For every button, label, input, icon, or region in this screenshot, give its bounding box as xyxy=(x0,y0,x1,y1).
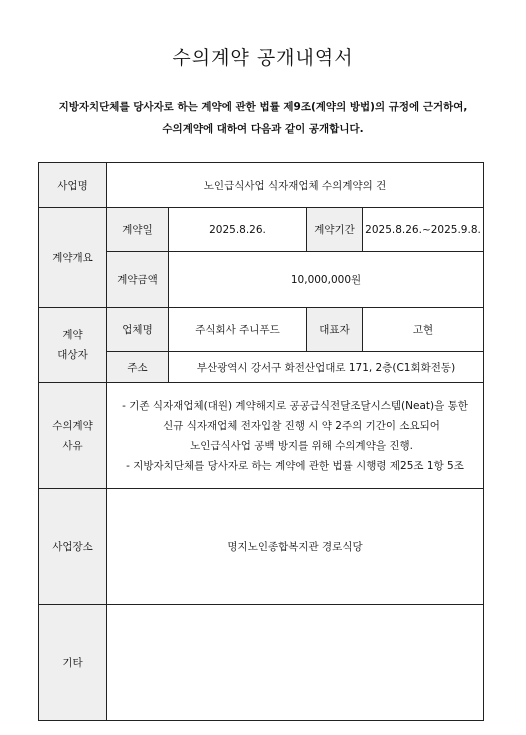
contract-amount-value: 10,000,000원 xyxy=(169,252,484,308)
representative-label: 대표자 xyxy=(307,308,363,352)
row-project-name xyxy=(39,163,484,208)
representative-value: 고현 xyxy=(363,308,484,352)
reason-label-line-1: 수의계약 xyxy=(52,419,93,432)
row-contract-date xyxy=(39,208,484,252)
row-reason xyxy=(39,383,484,489)
reason-line: - 지방자치단체를 당사자로 하는 계약에 관한 법률 시행령 제25조 1항 5조 xyxy=(126,459,464,472)
contract-period-value: 2025.8.26.~2025.9.8. xyxy=(363,208,484,252)
document-title: 수의계약 공개내역서 xyxy=(172,47,354,69)
intro-line-1: 지방자치단체를 당사자로 하는 계약에 관한 법률 제9조(계약의 방법)의 규정에 근거하여, xyxy=(58,101,468,113)
location-label: 사업장소 xyxy=(39,489,107,605)
reason-line: - 기존 식자재업체(대원) 계약해지로 공공급식전달조달시스템(Neat)을 통한 xyxy=(122,399,468,412)
contract-date-value: 2025.8.26. xyxy=(169,208,307,252)
project-name-label: 사업명 xyxy=(39,163,107,208)
address-value: 부산광역시 강서구 화전산업대로 171, 2층(C1회화전동) xyxy=(169,352,484,383)
row-company xyxy=(39,308,484,352)
contract-disclosure-table xyxy=(38,162,484,721)
intro-line-2: 수의계약에 대하여 다음과 같이 공개합니다. xyxy=(162,123,364,135)
row-location xyxy=(39,489,484,605)
other-label: 기타 xyxy=(39,605,107,721)
contract-period-label: 계약기간 xyxy=(307,208,363,252)
project-name-value: 노인급식사업 식자재업체 수의계약의 건 xyxy=(107,163,484,208)
address-label: 주소 xyxy=(107,352,169,383)
contract-party-label xyxy=(39,308,107,383)
location-value: 명지노인종합복지관 경로식당 xyxy=(107,489,484,605)
row-other xyxy=(39,605,484,721)
contract-amount-label: 계약금액 xyxy=(107,252,169,308)
reason-value xyxy=(107,383,484,489)
contract-date-label: 계약일 xyxy=(107,208,169,252)
reason-line: 노인급식사업 공백 방지를 위해 수의계약을 진행. xyxy=(190,439,413,452)
company-label: 업체명 xyxy=(107,308,169,352)
reason-label xyxy=(39,383,107,489)
reason-label-line-2: 사유 xyxy=(62,439,83,452)
intro-text xyxy=(30,96,496,140)
company-value: 주식회사 주니푸드 xyxy=(169,308,307,352)
contract-overview-label: 계약개요 xyxy=(39,208,107,308)
contract-party-label-line-2: 대상자 xyxy=(57,349,88,361)
contract-party-label-line-1: 계약 xyxy=(62,329,83,341)
reason-line: 신규 식자재업체 전자입찰 진행 시 약 2주의 기간이 소요되어 xyxy=(163,419,440,432)
other-value xyxy=(107,605,484,721)
